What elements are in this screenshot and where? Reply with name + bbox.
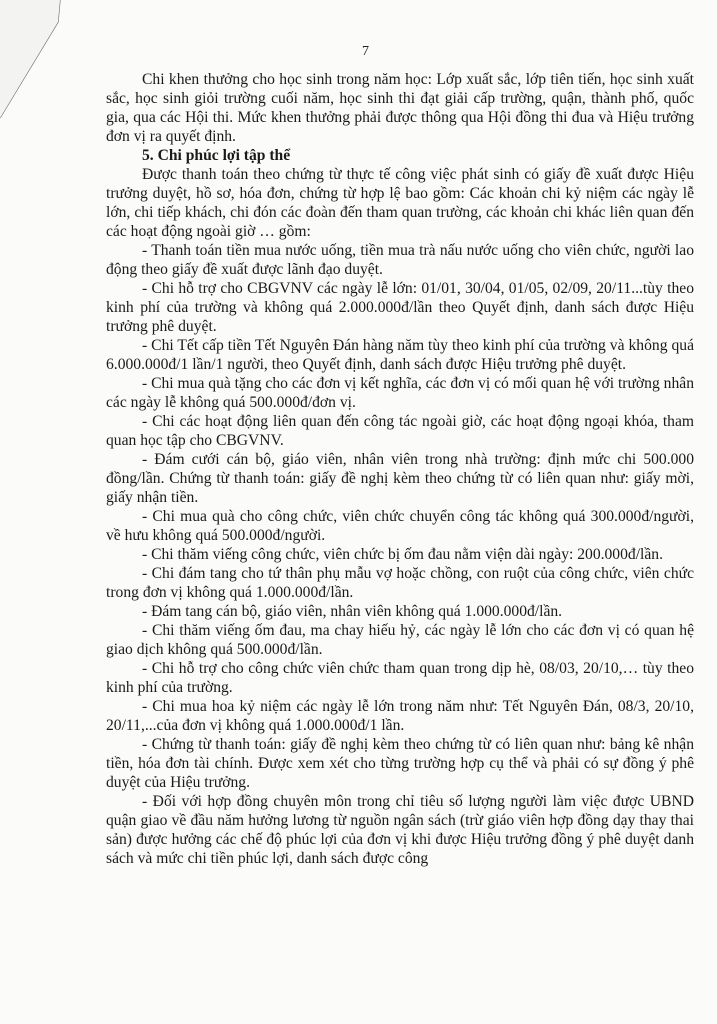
list-item: - Chi thăm viếng ốm đau, ma chay hiếu hỷ, các ngày lễ lớn cho các đơn vị có quan hệ giao dịch không quá 500.000đ/lần. xyxy=(106,622,694,658)
list-item: - Chi hỗ trợ cho CBGVNV các ngày lễ lớn: 01/01, 30/04, 01/05, 02/09, 20/11...tùy theo kinh phí của trường và không quá 2.000.000đ/lần theo Quyết định, danh sách được Hiệu trưởng phê duyệt. xyxy=(106,280,694,335)
list-item: - Chi hỗ trợ cho công chức viên chức tham quan trong dịp hè, 08/03, 20/10,… tùy theo kinh phí của trường. xyxy=(106,660,694,696)
list-item: - Chứng từ thanh toán: giấy đề nghị kèm theo chứng từ có liên quan như: bảng kê nhận tiền, hóa đơn tài chính. Được xem xét cho từng trường hợp cụ thể và phải có sự đồng ý phê duyệt của Hiệu trưởng. xyxy=(106,736,694,791)
list-item: - Đối với hợp đồng chuyên môn trong chỉ tiêu số lượng người làm việc được UBND quận giao về đầu năm hưởng lương từ nguồn ngân sách (trừ giáo viên hợp đồng dạy thay thai sản) được hưởng các chế độ phúc lợi của đơn vị khi được Hiệu trưởng đồng ý phê duyệt danh sách và mức chi tiền phúc lợi, danh sách được công xyxy=(106,793,694,867)
paragraph-payment-basis: Được thanh toán theo chứng từ thực tế công việc phát sinh có giấy đề xuất được Hiệu trưởng duyệt, hồ sơ, hóa đơn, chứng từ hợp lệ bao gồm: Các khoản chi kỷ niệm các ngày lễ lớn, chi tiếp khách, chi đón các đoàn đến tham quan trường, các khoản chi khác liên quan đến các hoạt động ngoài giờ … gồm: xyxy=(106,166,694,240)
list-item: - Chi thăm viếng công chức, viên chức bị ốm đau nằm viện dài ngày: 200.000đ/lần. xyxy=(142,546,663,563)
list-item: - Chi các hoạt động liên quan đến công tác ngoài giờ, các hoạt động ngoại khóa, tham quan học tập cho CBGVNV. xyxy=(106,413,694,449)
list-item: - Chi mua hoa kỷ niệm các ngày lễ lớn trong năm như: Tết Nguyên Đán, 08/3, 20/10, 20/11,...của đơn vị không quá 1.000.000đ/1 lần. xyxy=(106,698,694,734)
list-item: - Đám cưới cán bộ, giáo viên, nhân viên trong nhà trường: định mức chi 500.000 đồng/lần. Chứng từ thanh toán: giấy đề nghị kèm theo chứng từ có liên quan như: giấy mời, giấy nhận tiền. xyxy=(106,451,694,506)
list-item: - Chi mua quà cho công chức, viên chức chuyển công tác không quá 300.000đ/người, về hưu không quá 500.000đ/người. xyxy=(106,508,694,544)
list-item: - Chi mua quà tặng cho các đơn vị kết nghĩa, các đơn vị có mối quan hệ với trường nhân các ngày lễ không quá 500.000đ/đơn vị. xyxy=(106,375,694,411)
paragraph-student-awards: Chi khen thưởng cho học sinh trong năm học: Lớp xuất sắc, lớp tiên tiến, học sinh xuất sắc, học sinh giỏi trường cuối năm, học sinh thi đạt giải cấp trường, quận, thành phố, quốc gia, qua các Hội thi. Mức khen thưởng phải được thông qua Hội đồng thi đua và Hiệu trưởng đơn vị ra quyết định. xyxy=(106,71,694,145)
page-number: 7 xyxy=(362,44,369,59)
document-body xyxy=(106,70,694,868)
list-item: - Chi Tết cấp tiền Tết Nguyên Đán hàng năm tùy theo kinh phí của trường và không quá 6.000.000đ/1 lần/1 người, theo Quyết định, danh sách được Hiệu trưởng phê duyệt. xyxy=(106,337,694,373)
list-item: - Chi đám tang cho tứ thân phụ mẫu vợ hoặc chồng, con ruột của công chức, viên chức trong đơn vị không quá 1.000.000đ/lần. xyxy=(106,565,694,601)
list-item: - Thanh toán tiền mua nước uống, tiền mua trà nấu nước uống cho viên chức, người lao động theo giấy đề xuất được lãnh đạo duyệt. xyxy=(106,242,694,278)
list-item: - Đám tang cán bộ, giáo viên, nhân viên không quá 1.000.000đ/lần. xyxy=(142,603,563,620)
section-heading-collective-welfare: 5. Chi phúc lợi tập thể xyxy=(142,147,291,164)
